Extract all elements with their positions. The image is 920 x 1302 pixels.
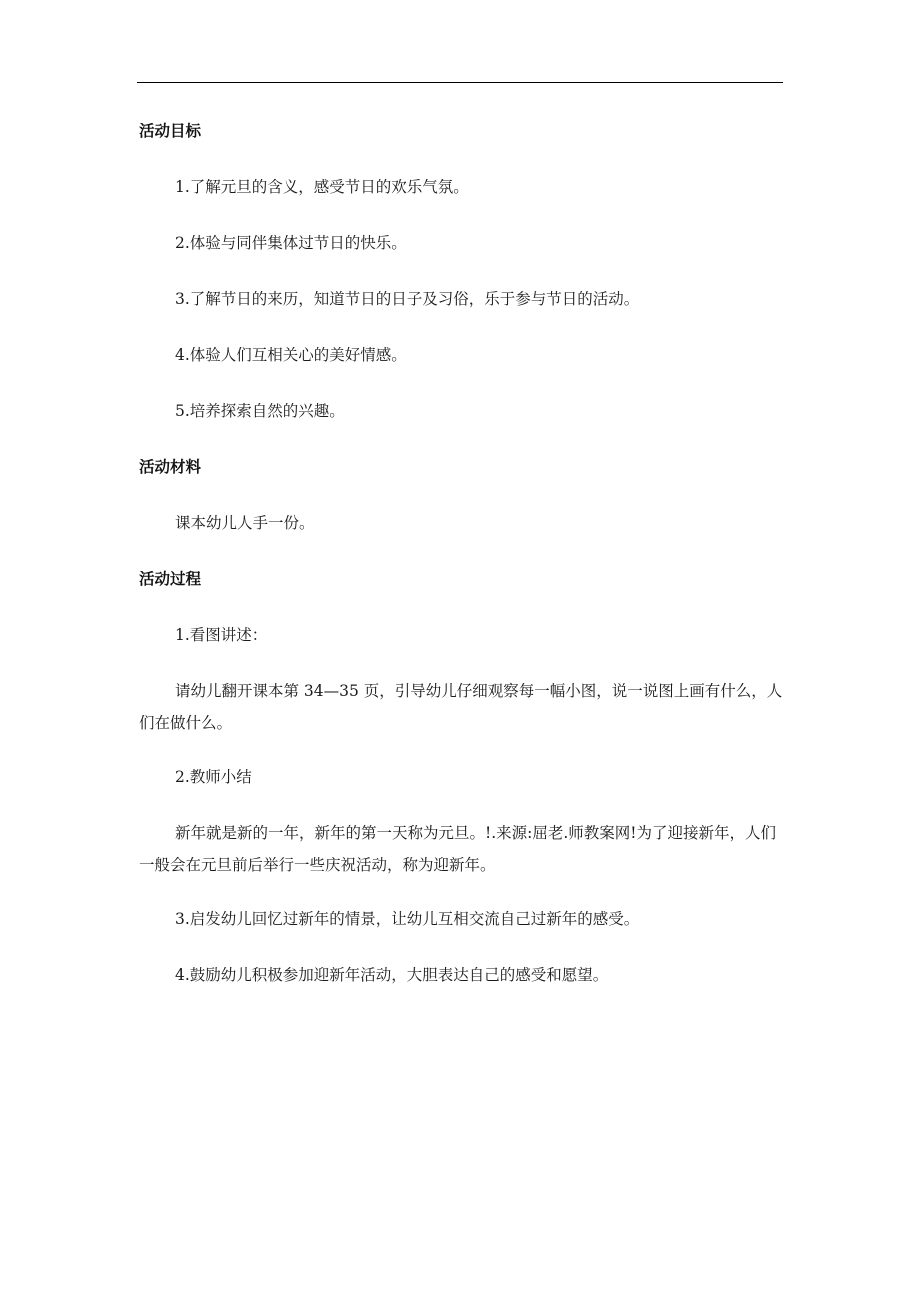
process-paragraph: 新年就是新的一年，新年的第一天称为元旦。!.来源:屈老.师教案网!为了迎接新年，人们一般会在元旦前后举行一些庆祝活动，称为迎新年。 <box>139 824 777 874</box>
goal-item: 1.了解元旦的含义，感受节日的欢乐气氛。 <box>175 178 469 196</box>
section-process <box>139 565 789 989</box>
section-goals <box>139 117 789 425</box>
section-heading: 活动材料 <box>139 458 202 476</box>
document-body <box>139 117 789 1017</box>
goal-item: 5.培养探索自然的兴趣。 <box>175 402 345 420</box>
section-materials <box>139 453 789 537</box>
process-step: 1.看图讲述： <box>175 626 268 644</box>
goal-item: 4.体验人们互相关心的美好情感。 <box>175 346 407 364</box>
materials-text: 课本幼儿人手一份。 <box>175 514 315 532</box>
process-step: 2.教师小结 <box>175 768 252 786</box>
process-step: 4.鼓励幼儿积极参加迎新年活动，大胆表达自己的感受和愿望。 <box>175 966 609 984</box>
process-step: 3.启发幼儿回忆过新年的情景，让幼儿互相交流自己过新年的感受。 <box>175 910 640 928</box>
section-heading: 活动目标 <box>139 122 202 140</box>
process-paragraph: 请幼儿翻开课本第 34—35 页，引导幼儿仔细观察每一幅小图，说一说图上画有什么，人们在做什么。 <box>139 682 783 732</box>
goal-item: 3.了解节日的来历，知道节日的日子及习俗，乐于参与节日的活动。 <box>175 290 640 308</box>
header-rule <box>137 82 783 83</box>
goal-item: 2.体验与同伴集体过节日的快乐。 <box>175 234 407 252</box>
section-heading: 活动过程 <box>139 570 202 588</box>
